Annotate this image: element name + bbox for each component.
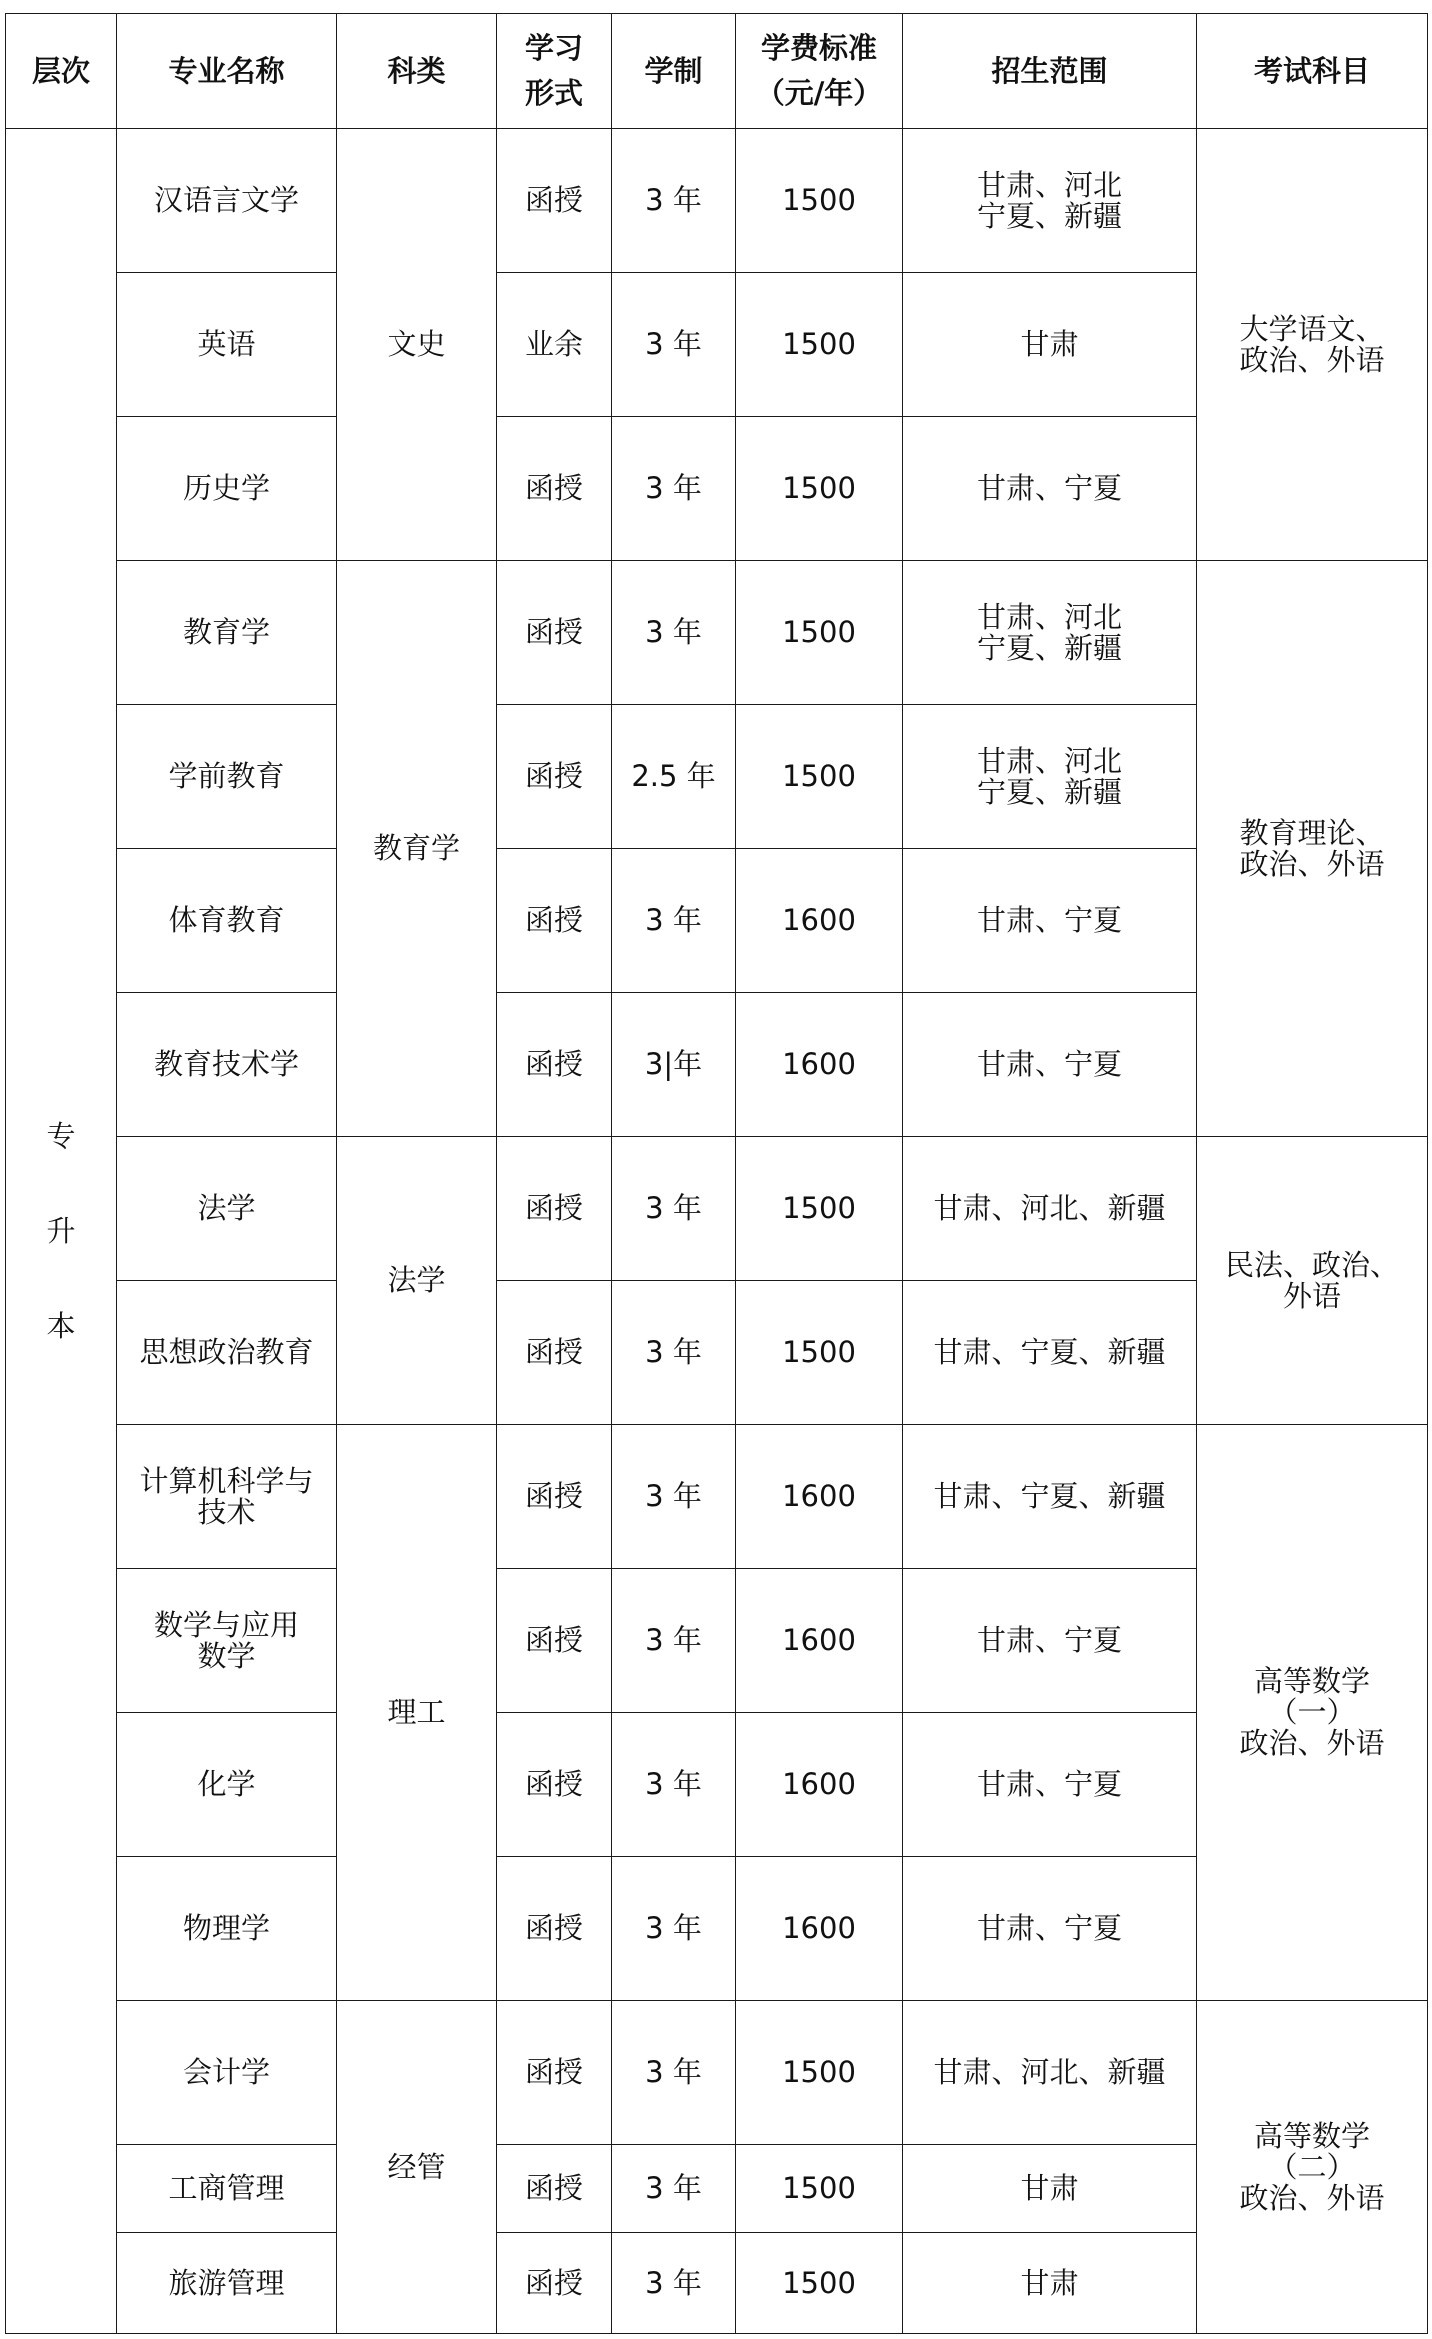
major-cell: 法学 <box>117 1137 337 1281</box>
mode-cell: 函授 <box>497 1425 612 1569</box>
major-cell: 汉语言文学 <box>117 129 337 273</box>
fee-cell: 1500 <box>736 705 903 849</box>
mode-cell: 函授 <box>497 1137 612 1281</box>
duration-cell: 3 年 <box>612 2233 736 2334</box>
region-cell: 甘肃、宁夏、新疆 <box>903 1281 1197 1425</box>
region-cell: 甘肃、河北 宁夏、新疆 <box>903 705 1197 849</box>
duration-cell: 3 年 <box>612 417 736 561</box>
major-cell: 会计学 <box>117 2001 337 2145</box>
region-cell: 甘肃、宁夏 <box>903 1713 1197 1857</box>
duration-cell: 3 年 <box>612 561 736 705</box>
header-tuition: 学费标准 （元/年） <box>736 14 903 129</box>
major-cell: 化学 <box>117 1713 337 1857</box>
exam-cell-faxue: 民法、政治、 外语 <box>1197 1137 1428 1425</box>
region-cell: 甘肃、宁夏 <box>903 1857 1197 2001</box>
mode-cell: 函授 <box>497 129 612 273</box>
exam-cell-wenshi: 大学语文、 政治、外语 <box>1197 129 1428 561</box>
header-exam: 考试科目 <box>1197 14 1428 129</box>
mode-cell: 函授 <box>497 2001 612 2145</box>
duration-cell: 3 年 <box>612 1569 736 1713</box>
duration-cell: 3 年 <box>612 1137 736 1281</box>
region-cell: 甘肃、宁夏 <box>903 849 1197 993</box>
header-level: 层次 <box>6 14 117 129</box>
mode-cell: 函授 <box>497 417 612 561</box>
major-cell: 旅游管理 <box>117 2233 337 2334</box>
major-cell: 学前教育 <box>117 705 337 849</box>
fee-cell: 1500 <box>736 2001 903 2145</box>
mode-cell: 函授 <box>497 1281 612 1425</box>
fee-cell: 1500 <box>736 2233 903 2334</box>
major-cell: 物理学 <box>117 1857 337 2001</box>
table-row <box>6 2001 1428 2145</box>
fee-cell: 1600 <box>736 1713 903 1857</box>
region-cell: 甘肃、宁夏、新疆 <box>903 1425 1197 1569</box>
header-row <box>6 14 1428 129</box>
mode-cell: 函授 <box>497 561 612 705</box>
fee-cell: 1600 <box>736 993 903 1137</box>
region-cell: 甘肃、河北 宁夏、新疆 <box>903 561 1197 705</box>
duration-cell: 3 年 <box>612 1857 736 2001</box>
major-cell: 历史学 <box>117 417 337 561</box>
duration-cell: 3 年 <box>612 2001 736 2145</box>
table-row <box>6 1425 1428 1569</box>
mode-cell: 函授 <box>497 705 612 849</box>
mode-cell: 函授 <box>497 1569 612 1713</box>
duration-cell: 3 年 <box>612 1425 736 1569</box>
duration-cell: 3 年 <box>612 273 736 417</box>
fee-cell: 1500 <box>736 1137 903 1281</box>
major-cell: 教育学 <box>117 561 337 705</box>
fee-cell: 1500 <box>736 273 903 417</box>
major-cell: 数学与应用 数学 <box>117 1569 337 1713</box>
category-cell-jiaoyu: 教育学 <box>337 561 497 1137</box>
exam-cell-jingguan: 高等数学 （二） 政治、外语 <box>1197 2001 1428 2334</box>
level-cell: 专 升 本 <box>6 129 117 2334</box>
major-cell: 体育教育 <box>117 849 337 993</box>
region-cell: 甘肃、宁夏 <box>903 993 1197 1137</box>
major-cell: 思想政治教育 <box>117 1281 337 1425</box>
region-cell: 甘肃、宁夏 <box>903 1569 1197 1713</box>
table-row <box>6 129 1428 273</box>
category-cell-ligong: 理工 <box>337 1425 497 2001</box>
header-category: 科类 <box>337 14 497 129</box>
mode-cell: 函授 <box>497 849 612 993</box>
duration-cell: 3 年 <box>612 129 736 273</box>
duration-cell: 3 年 <box>612 2145 736 2233</box>
header-major: 专业名称 <box>117 14 337 129</box>
fee-cell: 1600 <box>736 1857 903 2001</box>
duration-cell: 3 年 <box>612 1713 736 1857</box>
mode-cell: 函授 <box>497 2233 612 2334</box>
mode-cell: 函授 <box>497 1713 612 1857</box>
duration-cell: 3 年 <box>612 1281 736 1425</box>
fee-cell: 1500 <box>736 561 903 705</box>
fee-cell: 1600 <box>736 1569 903 1713</box>
region-cell: 甘肃、宁夏 <box>903 417 1197 561</box>
major-cell: 英语 <box>117 273 337 417</box>
region-cell: 甘肃 <box>903 2145 1197 2233</box>
region-cell: 甘肃 <box>903 2233 1197 2334</box>
duration-cell: 2.5 年 <box>612 705 736 849</box>
mode-cell: 业余 <box>497 273 612 417</box>
table-row <box>6 561 1428 705</box>
exam-cell-jiaoyu: 教育理论、 政治、外语 <box>1197 561 1428 1137</box>
table-row <box>6 1137 1428 1281</box>
fee-cell: 1500 <box>736 1281 903 1425</box>
mode-cell: 函授 <box>497 993 612 1137</box>
header-duration: 学制 <box>612 14 736 129</box>
region-cell: 甘肃、河北 宁夏、新疆 <box>903 129 1197 273</box>
fee-cell: 1600 <box>736 849 903 993</box>
header-region: 招生范围 <box>903 14 1197 129</box>
enrollment-table <box>5 13 1428 2334</box>
category-cell-faxue: 法学 <box>337 1137 497 1425</box>
duration-cell: 3 年 <box>612 849 736 993</box>
major-cell: 教育技术学 <box>117 993 337 1137</box>
region-cell: 甘肃、河北、新疆 <box>903 2001 1197 2145</box>
major-cell: 工商管理 <box>117 2145 337 2233</box>
duration-cell: 3|年 <box>612 993 736 1137</box>
region-cell: 甘肃 <box>903 273 1197 417</box>
fee-cell: 1500 <box>736 417 903 561</box>
mode-cell: 函授 <box>497 2145 612 2233</box>
fee-cell: 1600 <box>736 1425 903 1569</box>
category-cell-jingguan: 经管 <box>337 2001 497 2334</box>
fee-cell: 1500 <box>736 2145 903 2233</box>
major-cell: 计算机科学与 技术 <box>117 1425 337 1569</box>
region-cell: 甘肃、河北、新疆 <box>903 1137 1197 1281</box>
fee-cell: 1500 <box>736 129 903 273</box>
header-study-mode: 学习 形式 <box>497 14 612 129</box>
category-cell-wenshi: 文史 <box>337 129 497 561</box>
exam-cell-ligong: 高等数学 （一） 政治、外语 <box>1197 1425 1428 2001</box>
mode-cell: 函授 <box>497 1857 612 2001</box>
